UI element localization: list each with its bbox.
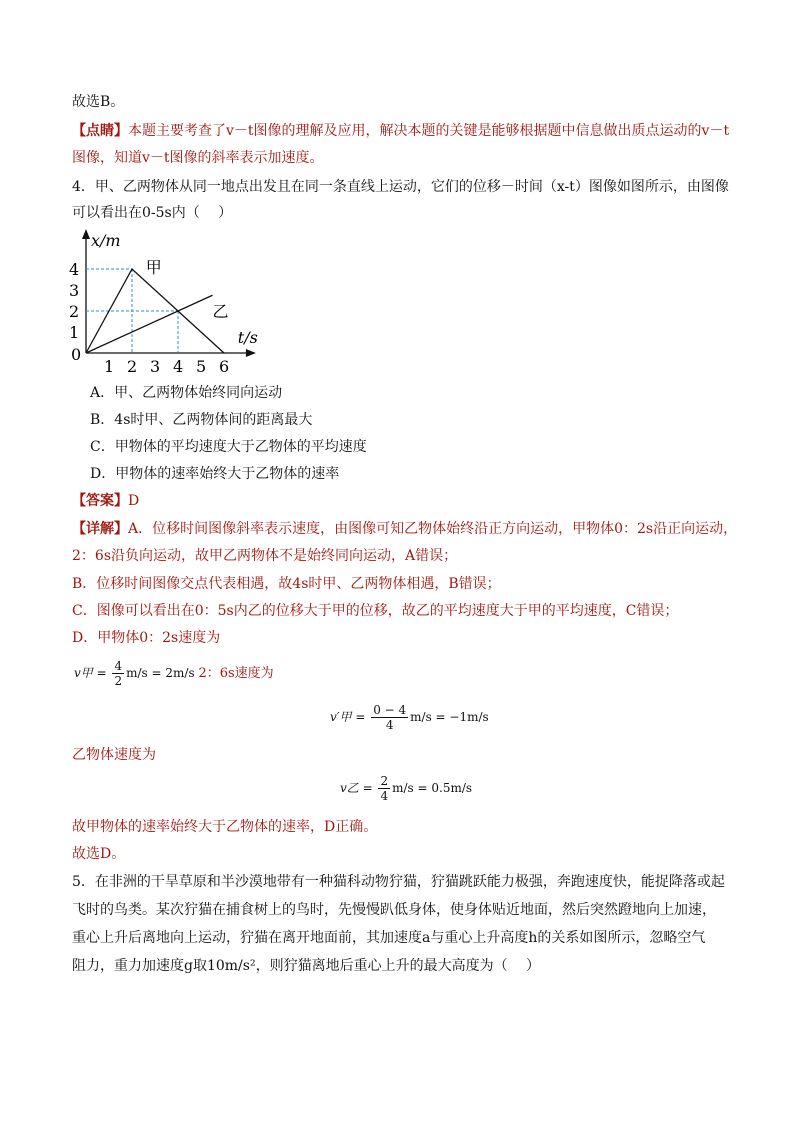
detail-line-a2: 2：6s沿负向运动，故甲乙两物体不是始终同向运动，A错误； <box>72 548 458 564</box>
detail-tag: 【详解】 <box>72 521 128 537</box>
tip-line-2: 图像，知道v－t图像的斜率表示加速度。 <box>72 150 324 166</box>
option-c: C．甲物体的平均速度大于乙物体的平均速度 <box>90 439 367 455</box>
y-tick-label: 3 <box>69 281 80 300</box>
question-5-line-4: 阻力，重力加速度g取10m/s²，则狞猫离地后重心上升的最大高度为（ ） <box>72 958 541 974</box>
eq1-tail: 2：6s速度为 <box>198 666 274 681</box>
equation-1 <box>74 659 274 688</box>
answer-value: D <box>128 493 140 509</box>
eq1-lhs: v甲 = <box>74 666 107 680</box>
y-tick-label: 2 <box>69 302 80 321</box>
detail-line-b: B．位移时间图像交点代表相遇，故4s时甲、乙两物体相遇，B错误； <box>72 576 501 592</box>
origin-label: 0 <box>71 345 82 364</box>
eq3-rhs: m/s = 0.5m/s <box>392 781 473 795</box>
x-tick-label: 2 <box>127 357 138 375</box>
eq2-denominator: 4 <box>385 718 394 732</box>
question-4-line-1: 4．甲、乙两物体从同一地点出发且在同一条直线上运动，它们的位移－时间（x-t）图像如图所示，由图像 <box>72 179 729 195</box>
x-axis-arrow <box>246 349 256 357</box>
eq1-fraction <box>112 659 124 688</box>
answer-line <box>72 491 139 511</box>
question-5-line-3: 重心上升后离地向上运动，狞猫在离开地面前，其加速度a与重心上升高度h的关系如图所示，忽略空气 <box>72 930 706 946</box>
tip-line-1 <box>72 121 729 141</box>
x-tick-label: 1 <box>104 357 115 375</box>
question-4-line-2: 可以看出在0-5s内（ ） <box>72 205 233 221</box>
x-tick-label: 3 <box>150 357 161 375</box>
series-line-2 <box>86 295 213 353</box>
question-5-line-1: 5．在非洲的干旱草原和半沙漠地带有一种猫科动物狞猫，狞猫跳跃能力极强，奔跑速度快，能捉降落或起 <box>72 874 725 890</box>
eq1-numerator: 4 <box>114 659 123 673</box>
detail-line-d: D．甲物体0：2s速度为 <box>72 630 221 646</box>
eq1-rhs: m/s = 2m/s <box>126 666 195 680</box>
detail-conclusion: 故甲物体的速率始终大于乙物体的速率，D正确。 <box>72 819 378 835</box>
detail-line-a1 <box>72 519 737 539</box>
y-tick-label: 1 <box>69 323 80 342</box>
eq3-denominator: 4 <box>380 789 389 803</box>
xt-graph <box>64 225 274 375</box>
y-axis-label: x/m <box>91 231 121 250</box>
equation-2 <box>330 703 489 732</box>
y-axis-arrow <box>82 229 90 239</box>
eq2-fraction <box>371 703 408 732</box>
y-tick-label: 4 <box>69 260 80 279</box>
x-tick-label: 5 <box>196 357 207 375</box>
eq2-lhs: v′甲 = <box>330 710 366 724</box>
detail-a1-text: A．位移时间图像斜率表示速度，由图像可知乙物体始终沿正方向运动，甲物体0：2s沿正向运动， <box>128 521 738 537</box>
detail-yi-line: 乙物体速度为 <box>72 747 156 763</box>
conclusion-line: 故选B。 <box>72 94 125 110</box>
x-axis-label: t/s <box>237 328 258 347</box>
detail-final: 故选D。 <box>72 846 126 862</box>
series-label-yi: 乙 <box>212 302 229 322</box>
option-b: B．4s时甲、乙两物体间的距离最大 <box>90 412 313 428</box>
eq2-rhs: m/s = −1m/s <box>410 710 489 724</box>
tip-text: 本题主要考查了v－t图像的理解及应用，解决本题的关键是能够根据题中信息做出质点运动的v－t <box>128 123 730 139</box>
series-label-jia: 甲 <box>145 258 162 277</box>
eq3-numerator: 2 <box>380 774 389 788</box>
x-tick-label: 4 <box>173 357 184 375</box>
eq3-lhs: v乙 = <box>340 781 373 795</box>
equation-3 <box>340 774 472 803</box>
x-tick-label: 6 <box>219 357 230 375</box>
option-a: A．甲、乙两物体始终同向运动 <box>90 385 283 401</box>
tip-tag: 【点睛】 <box>72 123 128 139</box>
answer-tag: 【答案】 <box>72 493 128 509</box>
detail-line-c: C．图像可以看出在0：5s内乙的位移大于甲的位移，故乙的平均速度大于甲的平均速度，C错误； <box>72 603 679 619</box>
eq2-numerator: 0 − 4 <box>373 703 407 717</box>
option-d: D．甲物体的速率始终大于乙物体的速率 <box>90 466 340 482</box>
eq3-fraction <box>378 774 390 803</box>
eq1-denominator: 2 <box>114 674 123 688</box>
question-5-line-2: 飞时的鸟类。某次狞猫在捕食树上的鸟时，先慢慢趴低身体，使身体贴近地面，然后突然蹬地向上加速， <box>72 902 716 918</box>
